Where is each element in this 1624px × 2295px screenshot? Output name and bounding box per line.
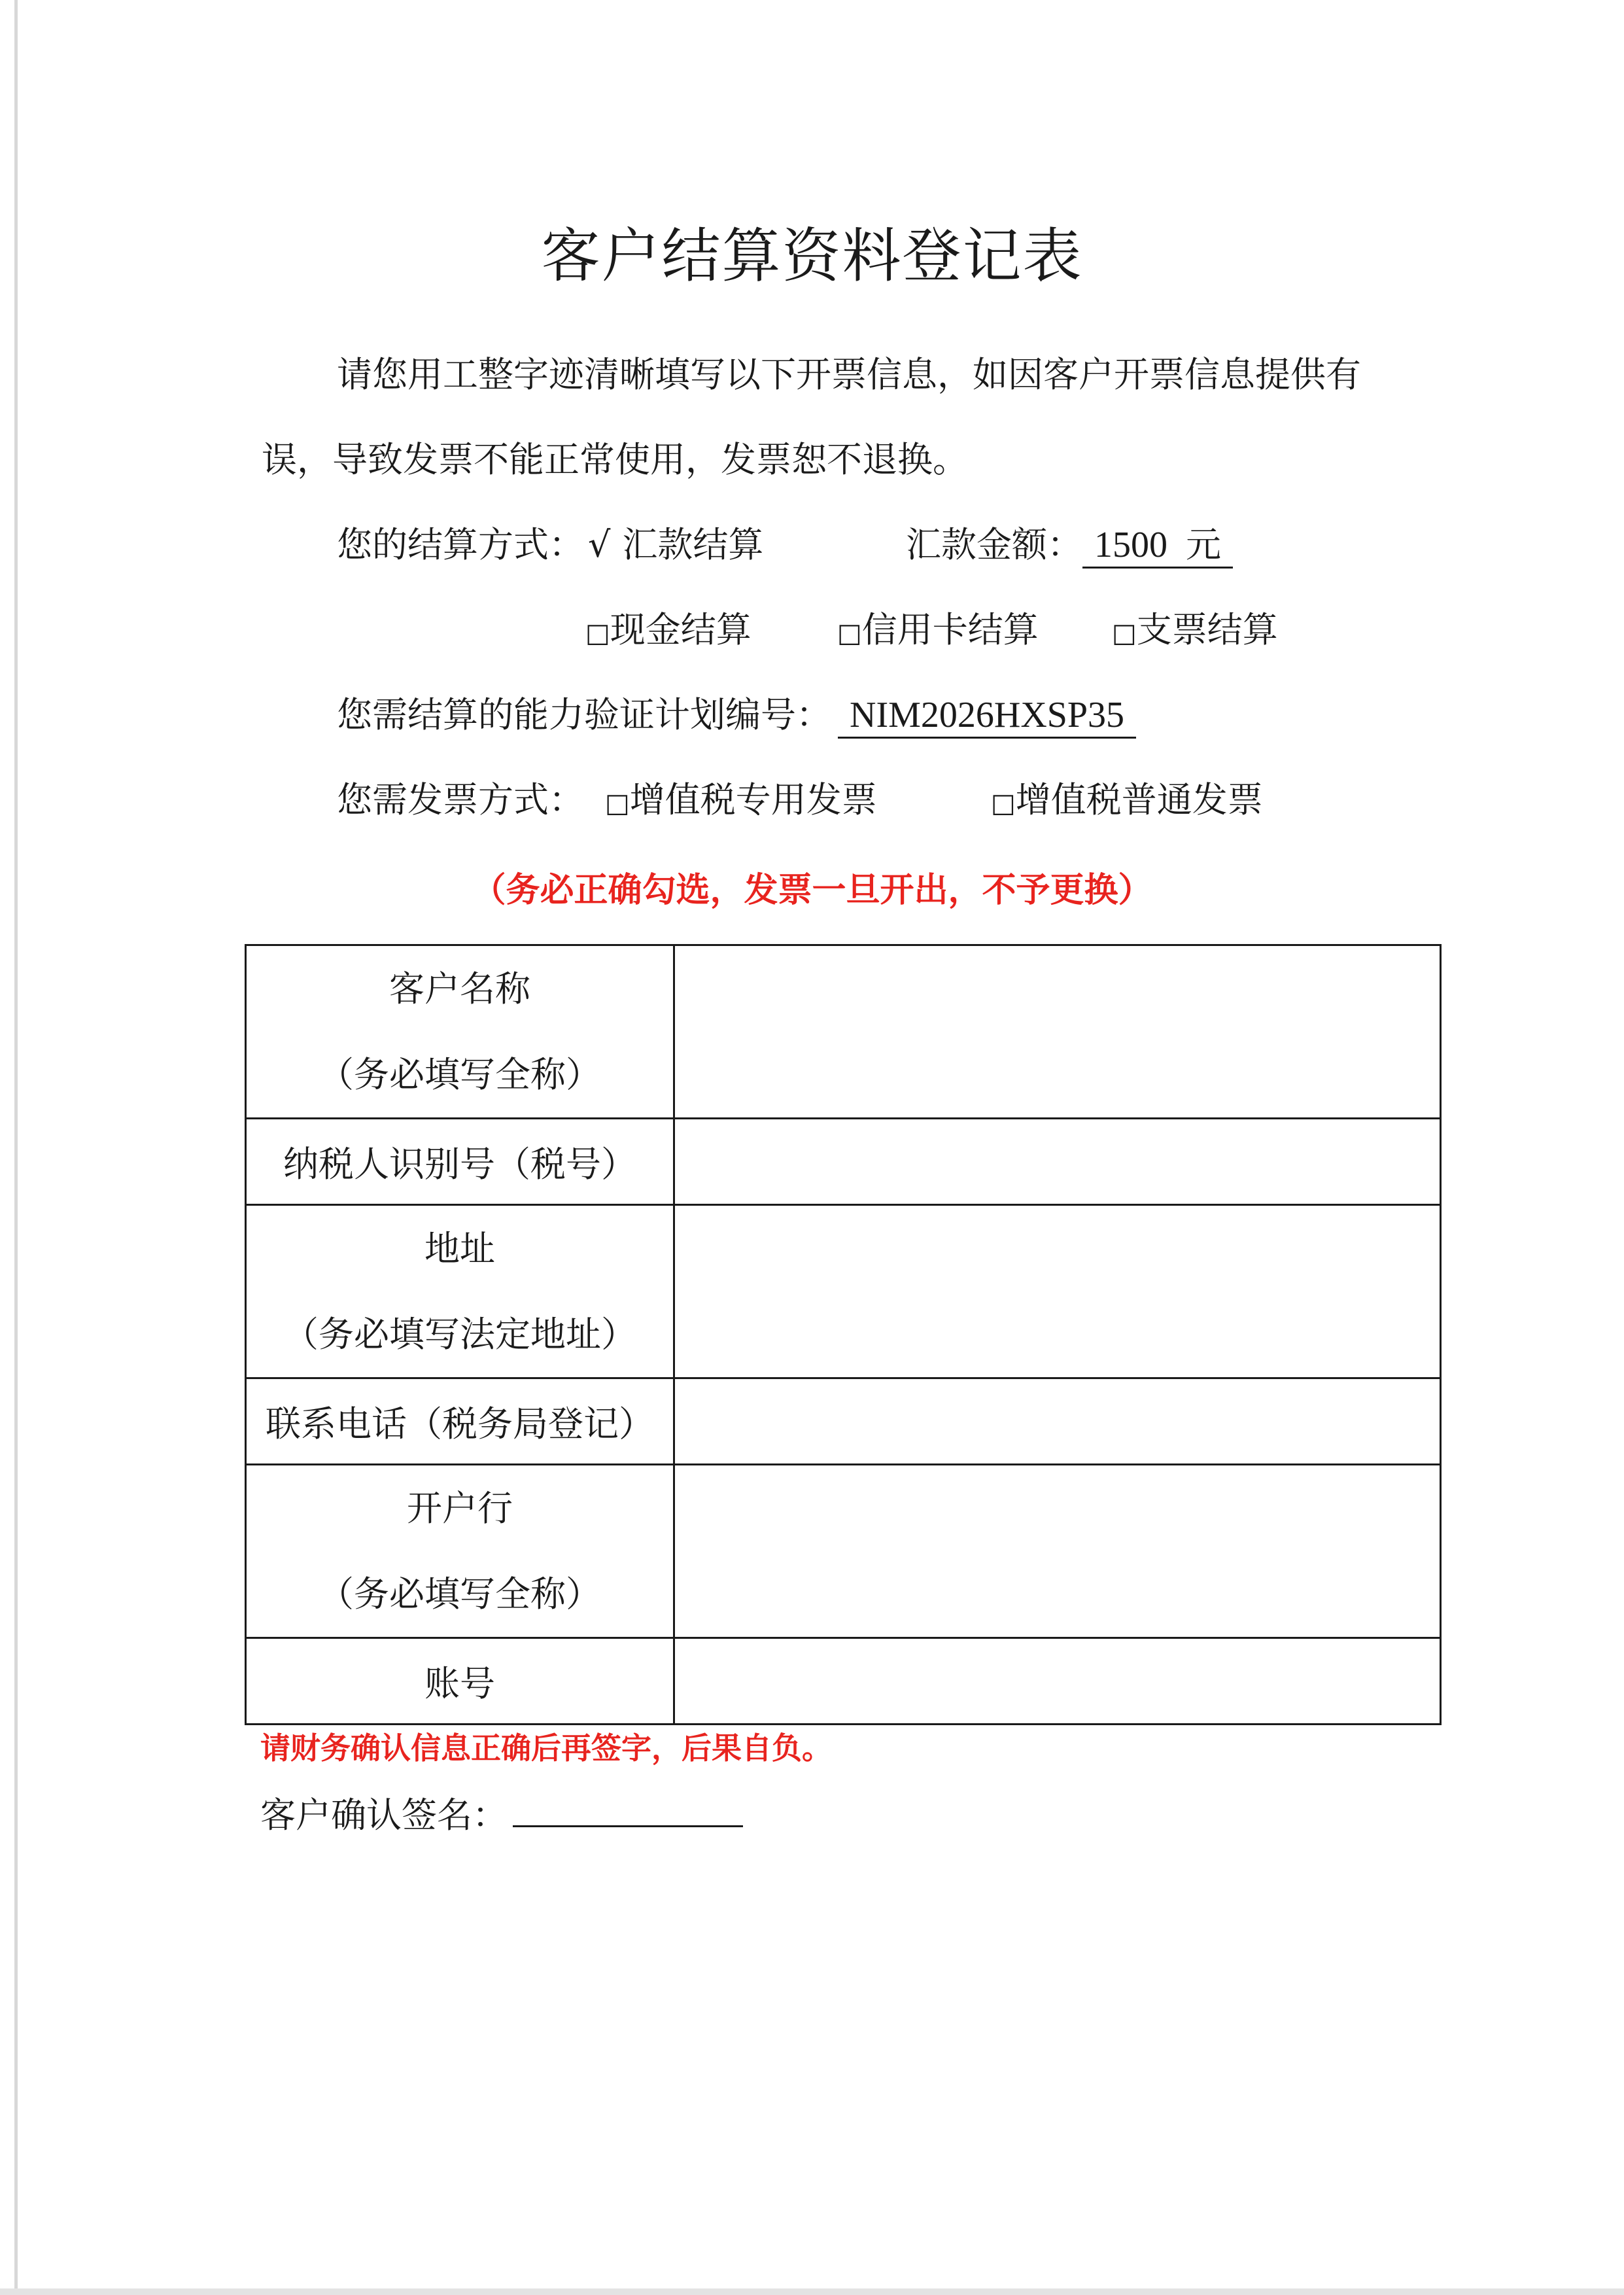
option-cash[interactable] xyxy=(585,602,752,652)
table-row xyxy=(246,1119,1441,1205)
checkbox-empty-icon[interactable]: □ xyxy=(1112,618,1137,648)
table-row xyxy=(246,945,1441,1119)
option-wire-transfer: 汇款结算 xyxy=(622,524,764,565)
checkbox-empty-icon[interactable]: □ xyxy=(991,788,1016,818)
signature-row xyxy=(260,1787,743,1838)
settlement-method-row xyxy=(337,517,763,567)
transfer-amount-value: 1500 xyxy=(1094,525,1167,565)
option-credit-card[interactable] xyxy=(837,602,1039,652)
transfer-amount-row xyxy=(906,517,1233,567)
customer-name-field[interactable] xyxy=(674,945,1441,1119)
checkmark-icon[interactable]: √ xyxy=(588,524,611,565)
customer-info-table xyxy=(245,944,1442,1725)
checkbox-empty-icon[interactable]: □ xyxy=(605,788,630,818)
scan-page-edge xyxy=(14,0,18,2295)
option-credit-card-label: 信用卡结算 xyxy=(861,609,1039,650)
transfer-amount-unit: 元 xyxy=(1186,524,1221,565)
option-check-label: 支票结算 xyxy=(1136,609,1278,650)
checkbox-empty-icon[interactable]: □ xyxy=(585,618,610,648)
transfer-amount-field[interactable] xyxy=(1082,524,1233,569)
table-row xyxy=(246,1638,1441,1725)
phone-field[interactable] xyxy=(674,1378,1441,1465)
label-account-number: 账号 xyxy=(246,1638,674,1725)
option-cash-label: 现金结算 xyxy=(610,609,752,650)
label-address: 地址 （务必填写法定地址） xyxy=(246,1205,674,1378)
account-number-field[interactable] xyxy=(674,1638,1441,1725)
signature-field[interactable] xyxy=(513,1789,743,1827)
option-check[interactable] xyxy=(1112,602,1278,652)
table-row xyxy=(246,1465,1441,1638)
settlement-method-label: 您的结算方式： xyxy=(337,524,584,565)
bank-field[interactable] xyxy=(674,1465,1441,1638)
label-bank: 开户行 （务必填写全称） xyxy=(246,1465,674,1638)
option-vat-normal-invoice[interactable] xyxy=(991,772,1263,822)
intro-line-2: 误，导致发票不能正常使用，发票恕不退换。 xyxy=(262,439,968,480)
option-vat-special-label: 增值税专用发票 xyxy=(629,779,877,820)
plan-number-value[interactable]: NIM2026HXSP35 xyxy=(838,695,1136,739)
plan-number-label: 您需结算的能力验证计划编号： xyxy=(337,694,831,735)
warning-note: （务必正确勾选，发票一旦开出，不予更换） xyxy=(472,871,1152,910)
invoice-type-row xyxy=(337,772,584,822)
checkbox-empty-icon[interactable]: □ xyxy=(837,618,862,648)
scan-page-bottom-edge xyxy=(0,2288,1624,2295)
option-vat-special-invoice[interactable] xyxy=(605,772,877,822)
signature-label: 客户确认签名： xyxy=(260,1795,508,1836)
option-vat-normal-label: 增值税普通发票 xyxy=(1015,779,1263,820)
plan-number-row xyxy=(337,687,1136,737)
label-phone: 联系电话（税务局登记） xyxy=(246,1378,674,1465)
table-row xyxy=(246,1378,1441,1465)
form-title: 客户结算资料登记表 xyxy=(541,222,1083,290)
label-tax-id: 纳税人识别号（税号） xyxy=(246,1119,674,1205)
address-field[interactable] xyxy=(674,1205,1441,1378)
confirm-note: 请财务确认信息正确后再签字，后果自负。 xyxy=(260,1730,832,1766)
intro-line-1: 请您用工整字迹清晰填写以下开票信息，如因客户开票信息提供有 xyxy=(337,354,1361,395)
table-row xyxy=(246,1205,1441,1378)
transfer-amount-label: 汇款金额： xyxy=(906,524,1082,565)
label-customer-name: 客户名称 （务必填写全称） xyxy=(246,945,674,1119)
invoice-type-label: 您需发票方式： xyxy=(337,779,584,820)
tax-id-field[interactable] xyxy=(674,1119,1441,1205)
